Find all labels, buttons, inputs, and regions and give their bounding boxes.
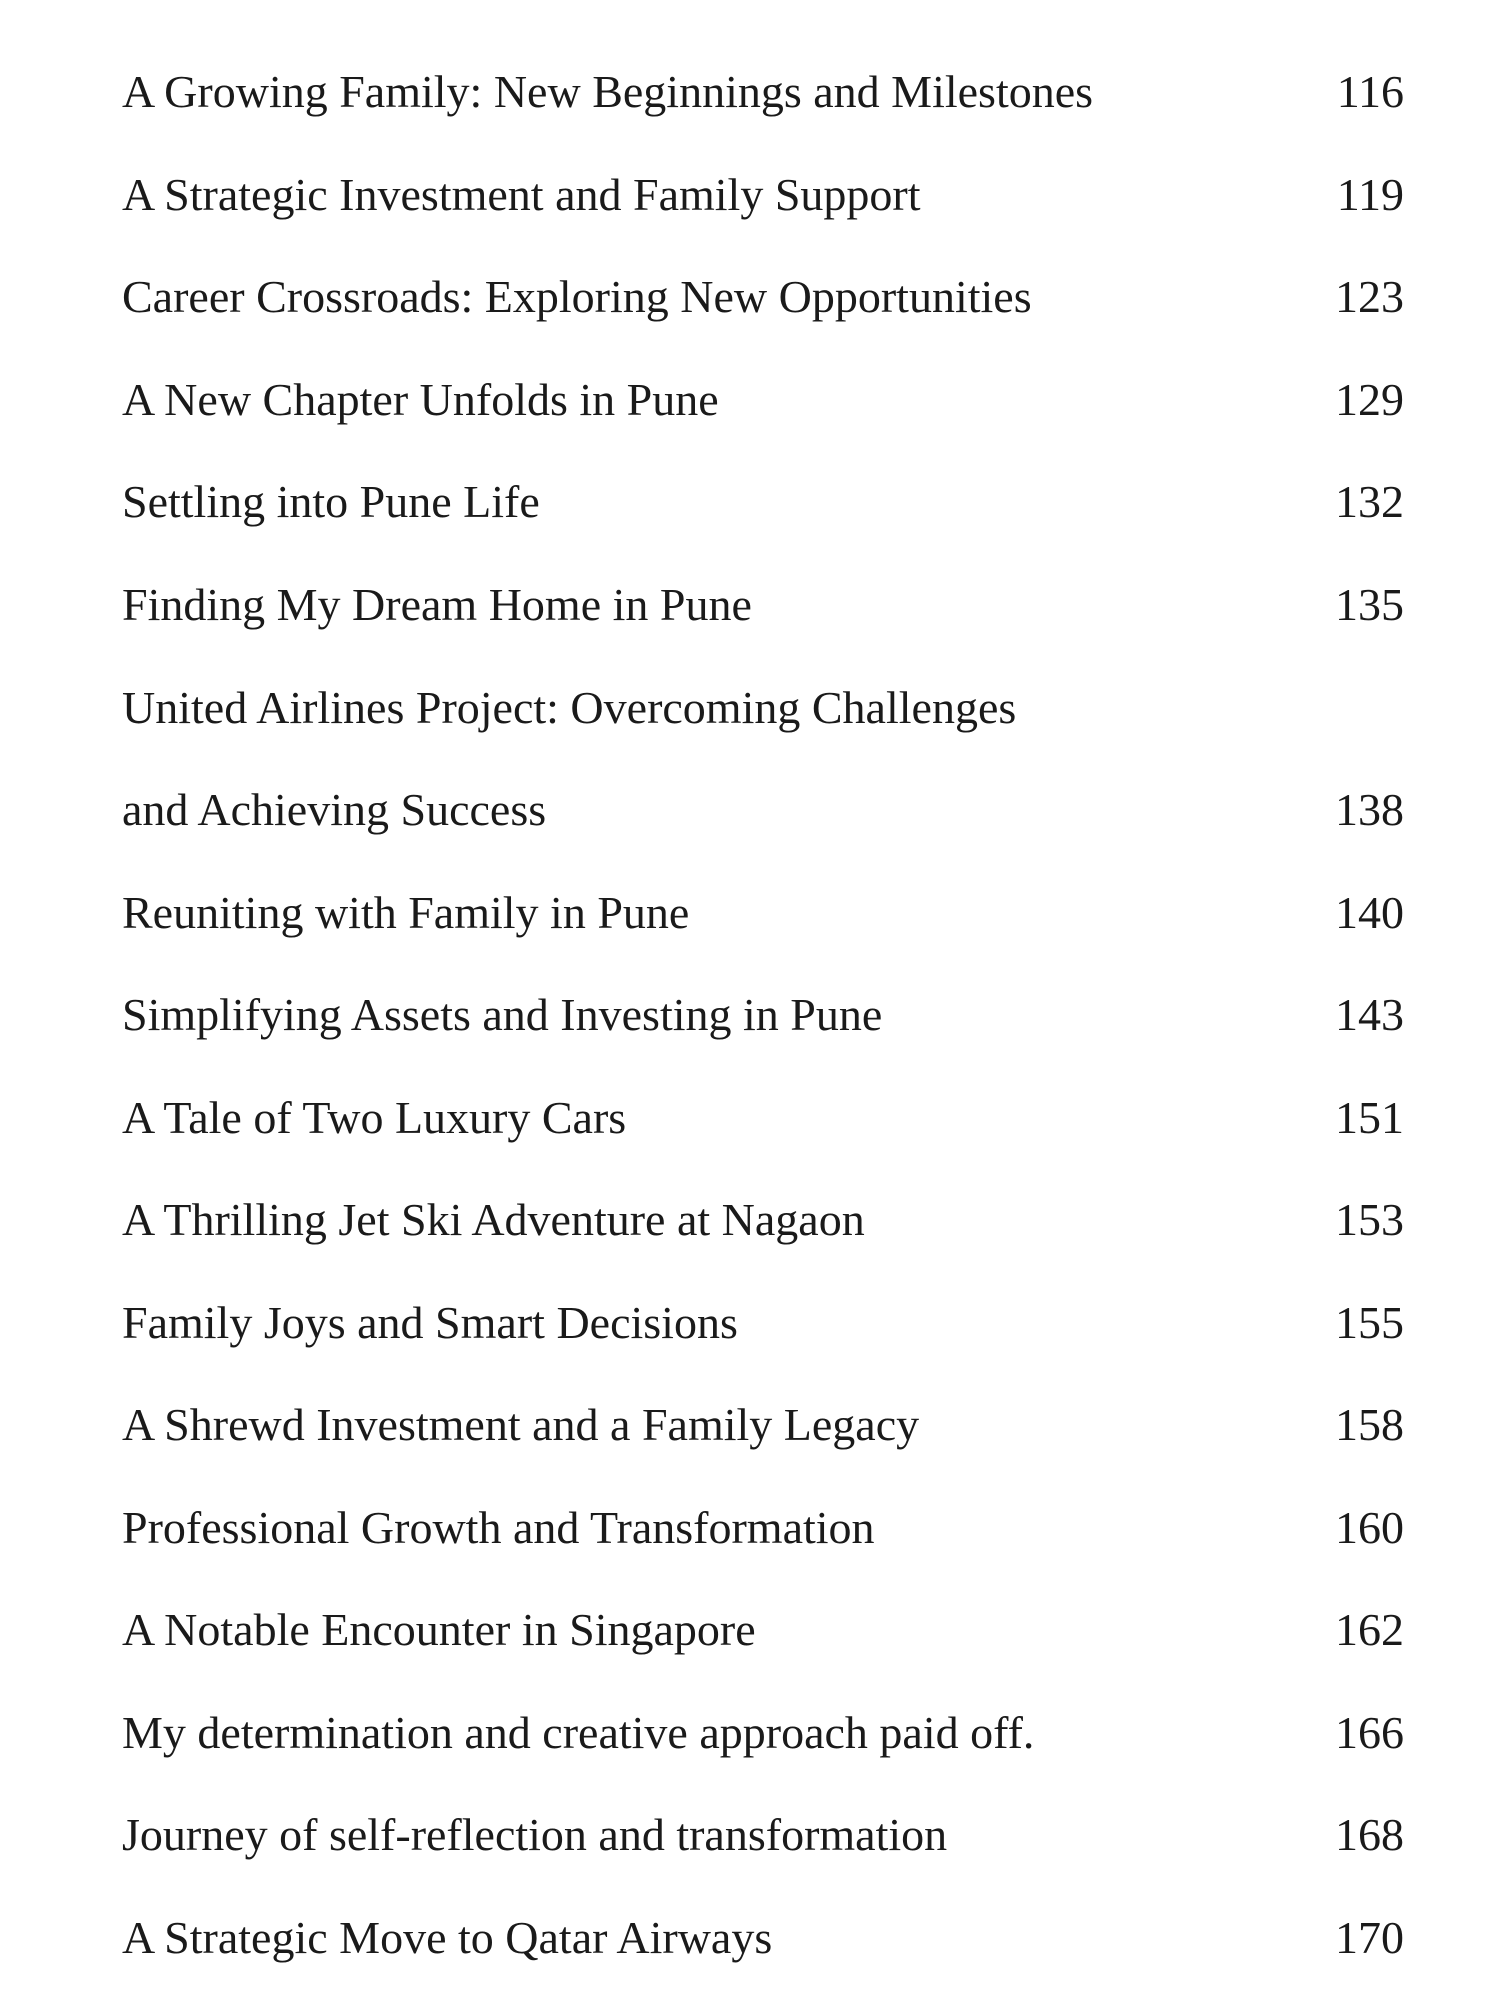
toc-entry-title: Family Joys and Smart Decisions <box>122 1297 738 1348</box>
toc-entry-title: United Airlines Project: Overcoming Challenges <box>122 682 1017 733</box>
toc-entry-title: and Achieving Success <box>122 784 547 835</box>
toc-entry <box>0 462 1500 542</box>
toc-entry <box>0 873 1500 953</box>
toc-entry-title: A Growing Family: New Beginnings and Milestones <box>122 66 1094 117</box>
toc-entry-page: 168 <box>1335 1809 1404 1860</box>
toc-entry <box>0 668 1500 748</box>
toc-entry-page: 153 <box>1335 1194 1404 1245</box>
toc-entry-page: 166 <box>1335 1707 1404 1758</box>
toc-entry-page: 116 <box>1336 66 1404 117</box>
toc-entry-title: Professional Growth and Transformation <box>122 1502 875 1553</box>
toc-entry-page: 132 <box>1335 476 1404 527</box>
toc-entry-title: My determination and creative approach paid off. <box>122 1707 1035 1758</box>
toc-entry-title: A Shrewd Investment and a Family Legacy <box>122 1399 920 1450</box>
toc-entry <box>0 1693 1500 1773</box>
toc-entry <box>0 155 1500 235</box>
toc-entry-page: 129 <box>1335 374 1404 425</box>
toc-entry <box>0 1488 1500 1568</box>
toc-entry-page: 119 <box>1336 169 1404 220</box>
toc-entry-title: Reuniting with Family in Pune <box>122 887 690 938</box>
toc-entry <box>0 1590 1500 1670</box>
toc-entry-title: A Thrilling Jet Ski Adventure at Nagaon <box>122 1194 865 1245</box>
toc-entry-page: 155 <box>1335 1297 1404 1348</box>
toc-entry <box>0 52 1500 132</box>
toc-entry-title: A Strategic Investment and Family Support <box>122 169 921 220</box>
toc-entry-page: 135 <box>1335 579 1404 630</box>
toc-entry-title: Journey of self-reflection and transformation <box>122 1809 948 1860</box>
toc-entry <box>0 1283 1500 1363</box>
toc-entry <box>0 1385 1500 1465</box>
toc-entry-title: A New Chapter Unfolds in Pune <box>122 374 719 425</box>
toc-entry <box>0 770 1500 850</box>
toc-entry-page: 162 <box>1335 1604 1404 1655</box>
toc-entry <box>0 1180 1500 1260</box>
toc-entry-title: Settling into Pune Life <box>122 476 540 527</box>
toc-entry <box>0 1795 1500 1875</box>
toc-entry <box>0 360 1500 440</box>
toc-entry-page: 160 <box>1335 1502 1404 1553</box>
toc-entry-title: Simplifying Assets and Investing in Pune <box>122 989 883 1040</box>
toc-entry-page: 158 <box>1335 1399 1404 1450</box>
toc-entry-title: A Strategic Move to Qatar Airways <box>122 1912 773 1963</box>
toc-entry-title: Career Crossroads: Exploring New Opportunities <box>122 271 1032 322</box>
toc-entry-page: 143 <box>1335 989 1404 1040</box>
toc-entry-title: A Notable Encounter in Singapore <box>122 1604 756 1655</box>
toc-entry <box>0 975 1500 1055</box>
toc-entry-page: 170 <box>1335 1912 1404 1963</box>
toc-entry-title: Finding My Dream Home in Pune <box>122 579 752 630</box>
toc-entry-page: 151 <box>1335 1092 1404 1143</box>
toc-entry-page: 138 <box>1335 784 1404 835</box>
toc-entry <box>0 257 1500 337</box>
toc-entry-page: 140 <box>1335 887 1404 938</box>
toc-entry <box>0 1078 1500 1158</box>
toc-entry <box>0 1898 1500 1978</box>
toc-entry-page: 123 <box>1335 271 1404 322</box>
toc-entry <box>0 565 1500 645</box>
toc-entry-title: A Tale of Two Luxury Cars <box>122 1092 627 1143</box>
